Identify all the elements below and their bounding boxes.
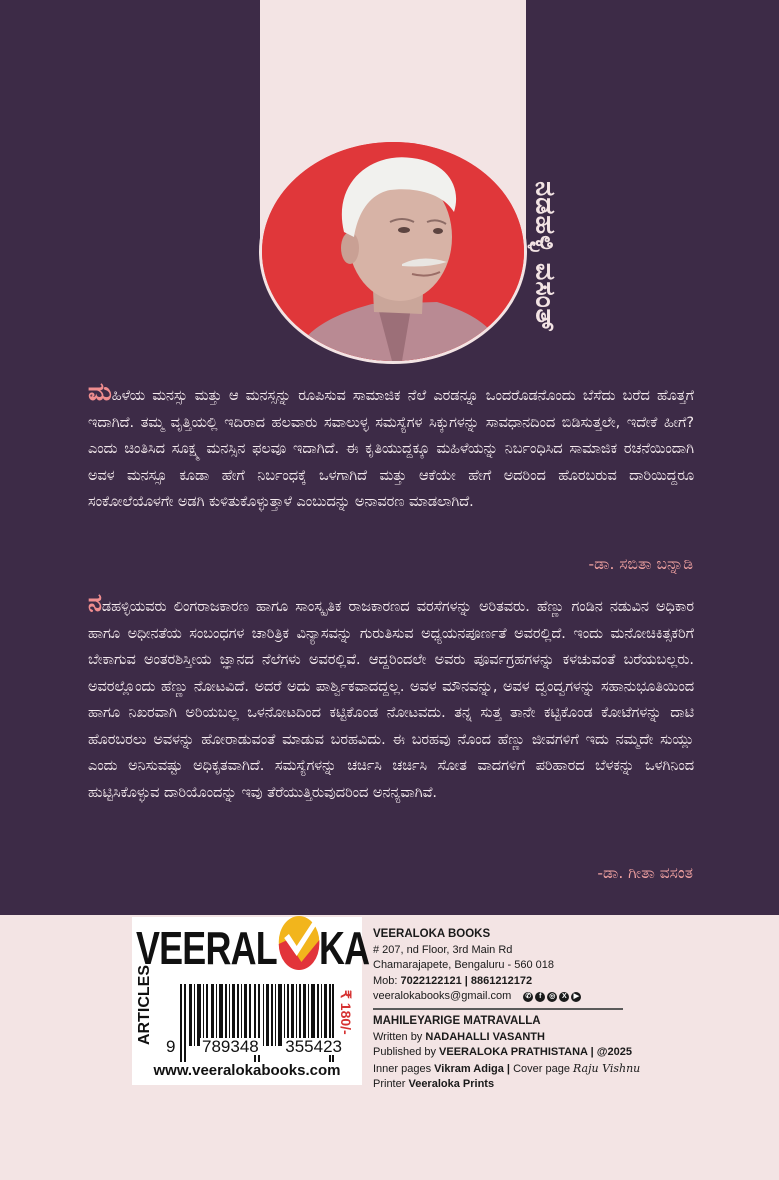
facebook-icon[interactable]: f xyxy=(535,992,545,1002)
published-by-line xyxy=(373,1045,643,1061)
inner-pages-label: Inner pages xyxy=(373,1062,435,1075)
dropcap: ಮ xyxy=(88,377,112,406)
published-by-label: Published by xyxy=(373,1046,440,1059)
check-circle-icon xyxy=(278,922,319,974)
credits-line xyxy=(373,1061,643,1078)
address-line-1: # 207, nd Floor, 3rd Main Rd xyxy=(373,943,513,956)
whatsapp-icon[interactable]: ✆ xyxy=(523,992,533,1002)
blurb-text: ಹಿಳೆಯ ಮನಸ್ಸು ಮತ್ತು ಆ ಮನಸ್ಸನ್ನು ರೂಪಿಸುವ ಸಾಮಾಜಿಕ ನೆಲೆ ಎರಡನ್ನೂ ಒಂದರೊಡನೊಂದು ಬೆಸೆದು ಬರೆದ ಹೊತ್ತಗೆ ಇದಾಗಿದೆ. ತಮ್ಮ ವೃತ್ತಿಯಲ್ಲಿ ಇದಿರಾದ ಹಲವಾರು ಸವಾಲುಳ್ಳ ಸಮಸ್ಯೆಗಳ ಸಿಕ್ಕುಗಳನ್ನು ಸಾವಧಾನದಿಂದ ಬಿಡಿಸುತ್ತಲೇ, ಇದೇಕೆ ಹೀಗೆ? ಎಂದು ಚಿಂತಿಸಿದ ಸೂಕ್ಷ್ಮ ಮನಸ್ಸಿನ ಫಲವೂ ಇದಾಗಿದೆ. ಈ ಕೃತಿಯುದ್ದಕ್ಕೂ ಮಹಿಳೆಯನ್ನು ನಿರ್ಬಂಧಿಸಿದ ಸಾಮಾಜಿಕ ರಚನೆಯಿಂದಾಗಿ ಅವಳ ಮನಸ್ಸೂ ಕೂಡಾ ಹೇಗೆ ನಿರ್ಬಂಧಕ್ಕೆ ಒಳಗಾಗಿದೆ ಮತ್ತು ಆಕೆಯೇ ಹೇಗೆ ಅದರಿಂದ ಹೊರಬರುವ ದಾರಿಯಿದ್ದರೂ ಸಂಕೋಲೆಯೊಳಗೇ ಅಡಗಿ ಕುಳಿತುಕೊಳ್ಳುತ್ತಾಳೆ ಎಂಬುದನ್ನು ಅನಾವರಣ ಮಾಡಲಾಗಿದೆ. xyxy=(88,388,694,510)
written-by-label: Written by xyxy=(373,1030,426,1043)
website-link[interactable]: www.veeralokabooks.com xyxy=(153,1062,341,1079)
isbn-barcode xyxy=(180,984,334,1062)
author-name: NADAHALLI VASANTH xyxy=(425,1030,545,1043)
veeraloka-logo xyxy=(136,922,370,974)
email-address[interactable]: veeralokabooks@gmail.com xyxy=(373,990,512,1003)
printer-name: Veeraloka Prints xyxy=(408,1078,495,1091)
blurb-paragraph-1 xyxy=(88,377,694,516)
printer-label: Printer xyxy=(373,1078,409,1091)
blurb-signature-1: -ಡಾ. ಸಬಿತಾ ಬನ್ನಾಡಿ xyxy=(588,555,693,573)
isbn-group: 355423 xyxy=(285,1037,342,1056)
cover-page-label: Cover page xyxy=(513,1062,573,1075)
blurb-text: ಡಹಳ್ಳಿಯವರು ಲಿಂಗರಾಜಕಾರಣ ಹಾಗೂ ಸಾಂಸ್ಕೃತಿಕ ರಾಜಕಾರಣದ ವರಸೆಗಳನ್ನು ಅರಿತವರು. ಹೆಣ್ಣು ಗಂಡಿನ ನಡುವಿನ ಅಧಿಕಾರ ಹಾಗೂ ಅಧೀನತೆಯ ಸಂಬಂಧಗಳ ಚಾರಿತ್ರಿಕ ವಿನ್ಯಾಸವನ್ನು ಗುರುತಿಸುವ ಅಧ್ಯಯನಪೂರ್ಣತೆ ಅವರಲ್ಲಿದೆ. ಇಂದು ಮನೋಚಿಕಿತ್ಸಕರಿಗೆ ಬೇಕಾಗುವ ಅಂತರಶಿಸ್ತೀಯ ಜ್ಞಾನದ ನೆಲೆಗಳು ಅವರಲ್ಲಿವೆ. ಆದ್ದರಿಂದಲೇ ಅವರು ಪೂರ್ವಗ್ರಹಗಳನ್ನು ಕಳಚುವಂತೆ ಬರೆಯಬಲ್ಲರು. ಅವರಲ್ಲೊಂದು ಹೆಣ್ಣು ನೋಟವಿದೆ. ಅದರೆ ಅದು ಪಾರ್ಶ್ವಿಕವಾದದ್ದಲ್ಲ. ಅವಳ ಮೌನವನ್ನು, ಅವಳ ದ್ವಂದ್ವಗಳನ್ನು ಸಹಾನುಭೂತಿಯಿಂದ ಹಾಗೂ ನಿಖರವಾಗಿ ಅರಿಯಬಲ್ಲ ಒಳನೋಟದಿಂದ ಕಟ್ಟಿಕೊಂಡ ನೋಟವದು. ತನ್ನ ಸುತ್ತ ತಾನೇ ಕಟ್ಟಿಕೊಂಡ ಕೋಟೆಗಳನ್ನು ದಾಟಿ ಹೊರಬರಲು ಅವಳನ್ನು ಹೋರಾಡುವಂತೆ ಮಾಡುವ ಬರಹವಿದು. ಈ ಬರಹವು ನೊಂದ ಹೆಣ್ಣು ಜೀವಗಳಿಗೆ ಇದು ನಮ್ಮದೇ ಸುಯ್ಲು ಎಂದು ಅನಿಸುವಷ್ಟು ಅಧಿಕೃತವಾಗಿದೆ. ಸಮಸ್ಯೆಗಳನ್ನು ಚರ್ಚಿಸಿ ಚರ್ಚಿಸಿ ಸೋತ ವಾದಗಳಿಗೆ ಪರಿಹಾರದ ಬೆಳಕನ್ನು ಒಳಗಿನಿಂದ ಹುಟ್ಟಿಸಿಕೊಳ್ಳುವ ದಾರಿಯೊಂದನ್ನು ಇವು ತೆರೆಯುತ್ತಿರುವುದರಿಂದ ಅನನ್ಯವಾಗಿವೆ. xyxy=(88,599,694,801)
written-by-line xyxy=(373,1030,643,1046)
dropcap: ನ xyxy=(88,588,102,617)
blurb-signature-2: -ಡಾ. ಗೀತಾ ವಸಂತ xyxy=(597,864,693,882)
cover-page-credit: Raju Vishnu xyxy=(573,1061,641,1075)
barcode-box xyxy=(132,917,370,1085)
mobile-label: Mob: xyxy=(373,974,401,987)
category-label: ARTICLES xyxy=(136,965,153,1045)
price-label: ₹ 180/- xyxy=(338,990,354,1035)
x-icon[interactable]: X xyxy=(559,992,569,1002)
credit-separator: | xyxy=(503,1062,514,1075)
mobile-line xyxy=(373,974,643,990)
publisher-name: VEERALOKA BOOKS xyxy=(373,928,491,940)
inner-pages-credit: Vikram Adiga xyxy=(434,1062,504,1075)
blurb-paragraph-2 xyxy=(88,588,694,806)
publisher-info xyxy=(373,927,643,1093)
author-name-vertical-text: ನಡಹಳ್ಳಿ ವಸಂತ್ xyxy=(530,181,561,333)
divider xyxy=(373,1008,623,1010)
book-title: MAHILEYARIGE MATRAVALLA xyxy=(373,1014,541,1027)
publisher-org: VEERALOKA PRATHISTANA | @2025 xyxy=(439,1046,632,1059)
author-portrait xyxy=(262,142,524,361)
instagram-icon[interactable]: ◎ xyxy=(549,993,556,1001)
email-social-row xyxy=(373,989,643,1005)
mobile-numbers: 7022122121 | 8861212172 xyxy=(400,974,533,987)
isbn-group: 9 xyxy=(166,1037,176,1056)
social-icons xyxy=(523,992,581,1002)
logo-text-right: KA xyxy=(318,922,370,974)
logo-text-left: VEERAL xyxy=(136,922,277,974)
isbn-group: 789348 xyxy=(202,1037,259,1056)
author-name-vertical xyxy=(529,132,561,382)
address-line-2: Chamarajapete, Bengaluru - 560 018 xyxy=(373,959,555,972)
youtube-icon[interactable]: ▶ xyxy=(571,992,581,1002)
author-portrait-icon xyxy=(262,142,524,361)
barcode-icon xyxy=(180,984,334,1062)
printer-line xyxy=(373,1077,643,1093)
